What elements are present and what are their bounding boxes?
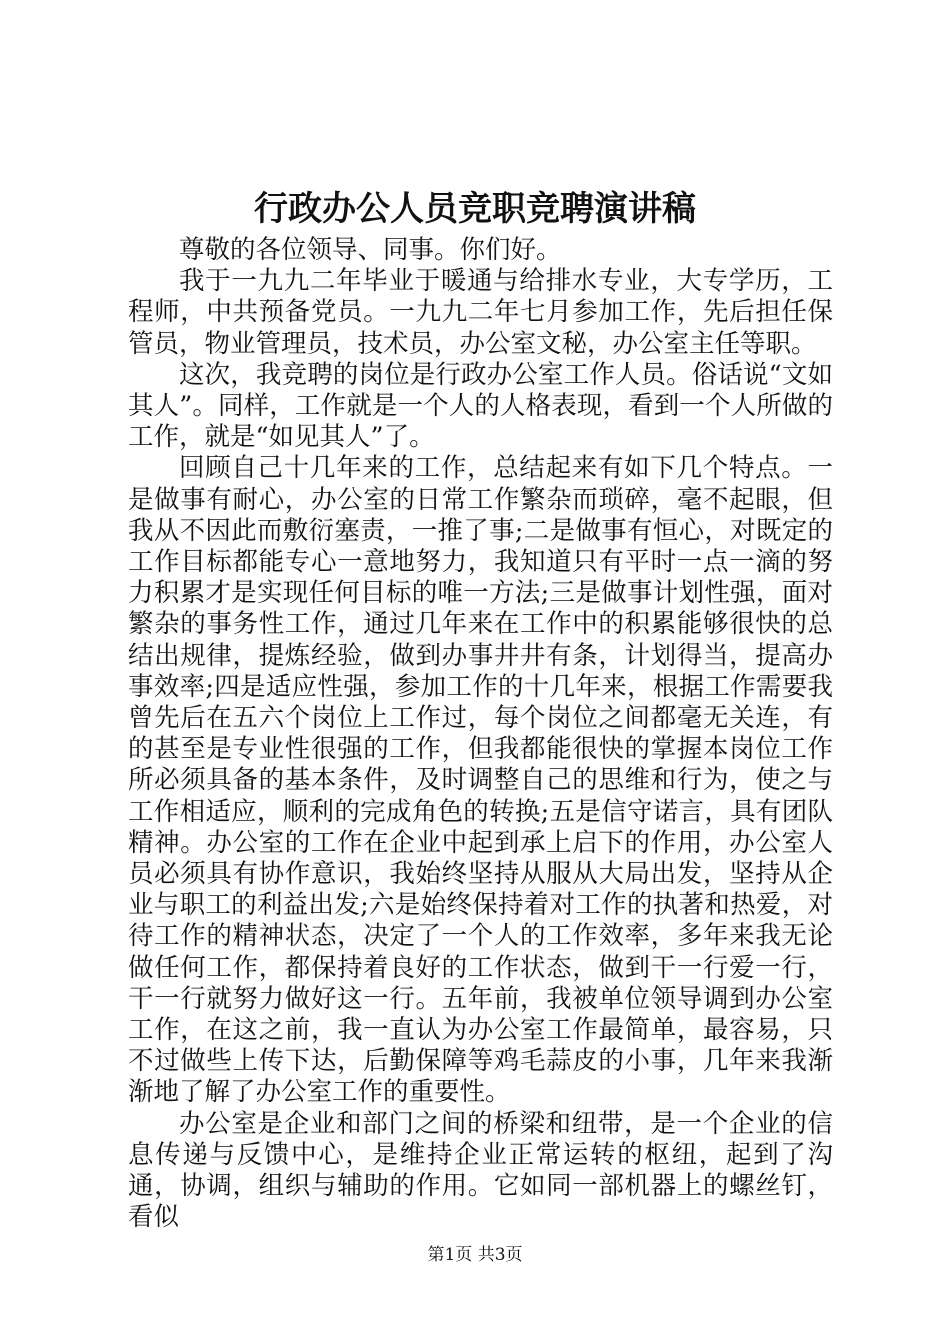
paragraph-background: 我于一九九二年毕业于暖通与给排水专业，大专学历，工程师，中共预备党员。一九九二年七月参加工作，先后担任保管员，物业管理员，技术员，办公室文秘，办公室主任等职。 <box>128 266 833 359</box>
paragraph-greeting: 尊敬的各位领导、同事。你们好。 <box>179 235 562 265</box>
paragraph-office-role: 办公室是企业和部门之间的桥梁和纽带，是一个企业的信息传递与反馈中心，是维持企业正常运转的枢纽，起到了沟通，协调，组织与辅助的作用。它如同一部机器上的螺丝钉，看似 <box>128 1108 833 1233</box>
page-footer: 第1页 共3页 <box>427 1245 523 1265</box>
paragraph-position: 这次，我竞聘的岗位是行政办公室工作人员。俗话说“文如其人”。同样，工作就是一个人的人格表现，看到一个人所做的工作，就是“如见其人”了。 <box>128 359 833 453</box>
document-title: 行政办公人员竞职竞聘演讲稿 <box>254 189 696 229</box>
paragraph-review: 回顾自己十几年来的工作，总结起来有如下几个特点。一是做事有耐心，办公室的日常工作繁杂而琐碎，毫不起眼，但我从不因此而敷衍塞责，一推了事;二是做事有恒心，对既定的工作目标都能专心一意地努力，我知道只有平时一点一滴的努力积累才是实现任何目标的唯一方法;三是做事计划性强，面对繁杂的事务性工作，通过几年来在工作中的积累能够很快的总结出规律，提炼经验，做到办事井井有条，计划得当，提高办事效率;四是适应性强，参加工作的十几年来，根据工作需要我曾先后在五六个岗位上工作过，每个岗位之间都毫无关连，有的甚至是专业性很强的工作，但我都能很快的掌握本岗位工作所必须具备的基本条件，及时调整自己的思维和行为，使之与工作相适应，顺利的完成角色的转换;五是信守诺言，具有团队精神。办公室的工作在企业中起到承上启下的作用，办公室人员必须具有协作意识，我始终坚持从服从大局出发，坚持从企业与职工的利益出发;六是始终保持着对工作的执著和热爱，对待工作的精神状态，决定了一个人的工作效率，多年来我无论做任何工作，都保持着良好的工作状态，做到干一行爱一行，干一行就努力做好这一行。五年前，我被单位领导调到办公室工作，在这之前，我一直认为办公室工作最简单，最容易，只不过做些上传下达，后勤保障等鸡毛蒜皮的小事，几年来我渐渐地了解了办公室工作的重要性。 <box>128 453 833 1108</box>
document-body <box>128 235 833 1234</box>
